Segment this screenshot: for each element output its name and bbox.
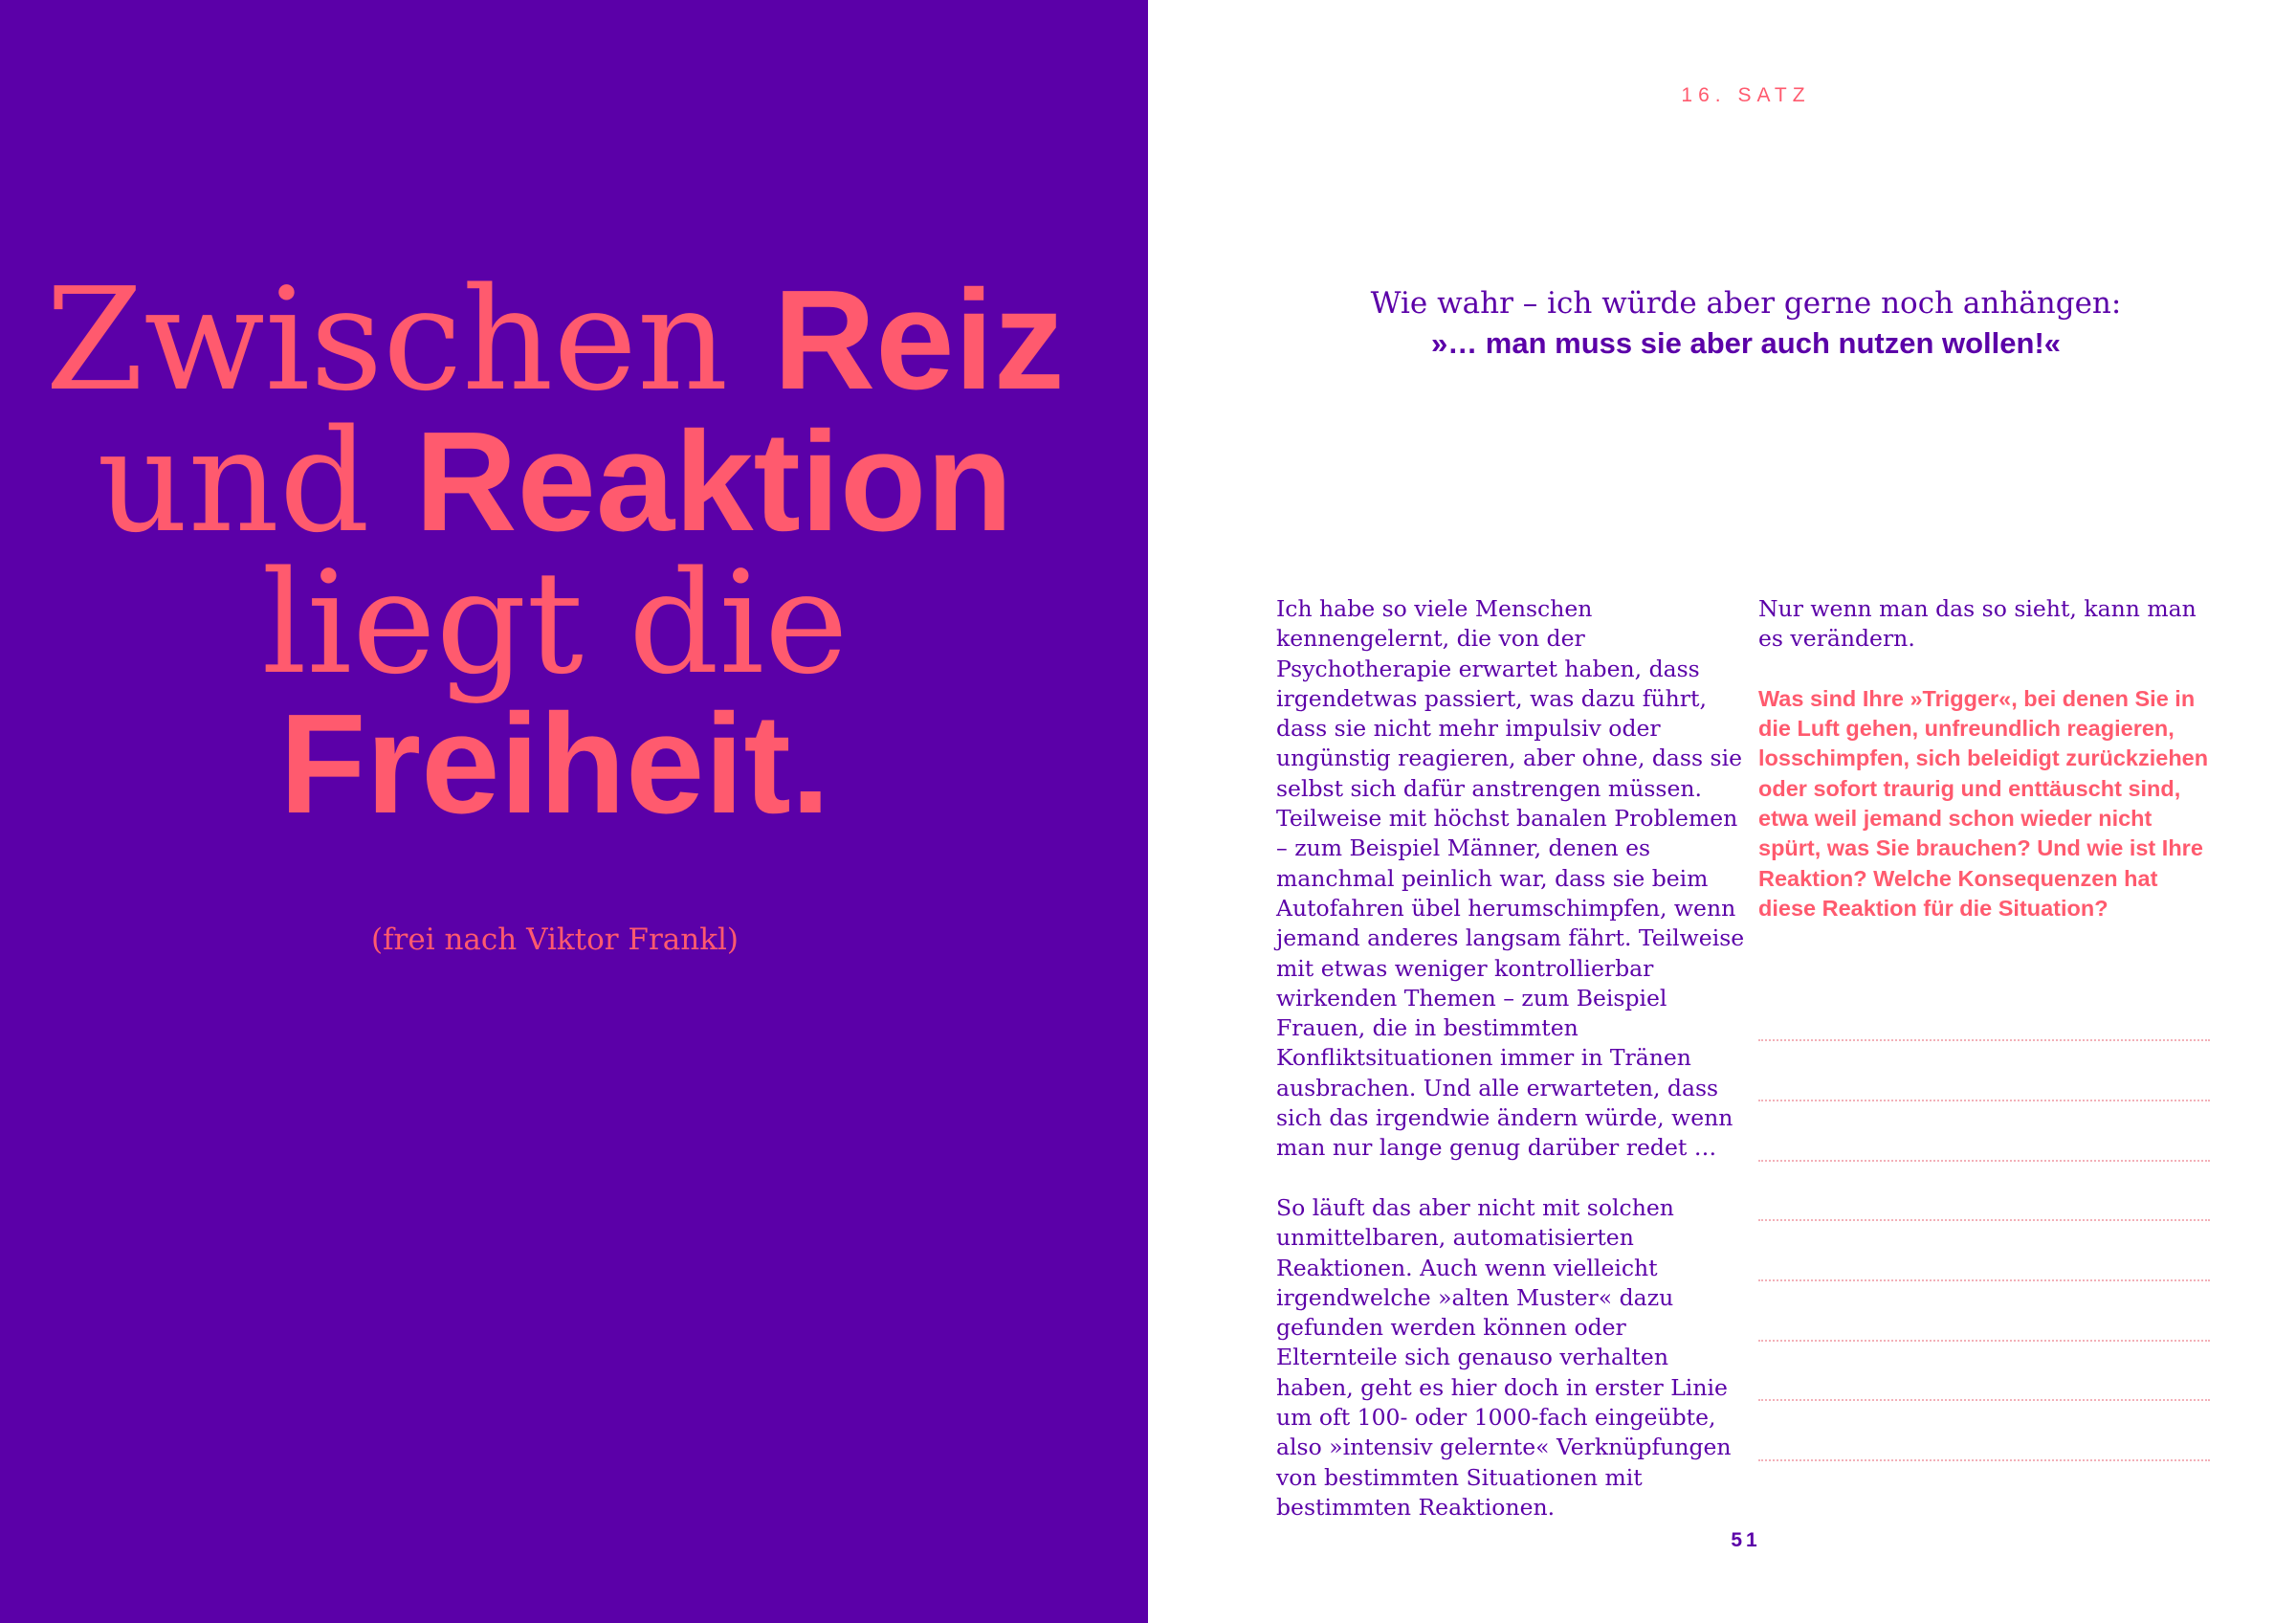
quote-word-zwischen: Zwischen	[45, 257, 774, 422]
writing-line	[1758, 1219, 2210, 1221]
writing-line	[1758, 1160, 2210, 1162]
body-paragraph-1: Ich habe so viele Menschen kennengelernt, die von der Psychotherapie erwartet haben, dass irgendetwas passiert, was dazu führt, dass sie nicht mehr impulsiv oder ungünstig reagieren, aber ohne, dass sie selbst sich dafür anstrengen müssen. Teilweise mit höchst banalen Problemen – zum Beispiel Männer, denen es manchmal peinlich war, dass sie beim Autofahren übel herumschimpfen, wenn jemand anderes langsam fährt. Teilweise mit etwas weniger kontrollierbar wirkenden Themen – zum Beispiel Frauen, die in bestimmten Konfliktsituationen immer in Tränen ausbrachen. Und alle erwarteten, dass sich das irgendwie ändern würde, wenn man nur lange genug darüber redet …	[1276, 595, 1745, 1162]
writing-line	[1758, 1459, 2210, 1461]
writing-line	[1758, 1279, 2210, 1281]
intro-line-2: »… man muss sie aber auch nutzen wollen!«	[1430, 326, 2062, 360]
writing-line	[1758, 1100, 2210, 1101]
quote-word-reaktion: Reaktion	[414, 403, 1013, 561]
quote-word-freiheit: Freiheit.	[279, 685, 830, 843]
body-column-left	[1276, 594, 1745, 1523]
quote-words-liegt-die: liegt die	[261, 541, 849, 705]
reflection-question: Was sind Ihre »Trigger«, bei denen Sie in die Luft gehen, unfreundlich reagieren, losschimpfen, sich beleidigt zurückziehen oder sofort traurig und enttäuscht sind, etwa weil jemand schon wieder nicht spürt, was Sie brauchen? Und wie ist Ihre Reaktion? Welche Konsequenzen hat diese Reaktion für die Situation?	[1758, 685, 2209, 921]
page-number: 51	[1731, 1529, 1761, 1551]
writing-line	[1758, 1039, 2210, 1041]
intro-line-1: Wie wahr – ich würde aber gerne noch anhängen:	[1370, 286, 2122, 321]
quote-word-reiz: Reiz	[773, 261, 1065, 419]
writing-line	[1758, 1399, 2210, 1401]
quote-word-und: und	[97, 399, 415, 564]
writing-line	[1758, 1340, 2210, 1342]
chapter-label: 16. SATZ	[1681, 84, 1811, 106]
quote-headline	[0, 257, 1110, 843]
intro-heading	[1263, 283, 2229, 364]
statement-text: Nur wenn man das so sieht, kann man es verändern.	[1758, 595, 2197, 653]
body-column-right	[1758, 594, 2218, 923]
quote-attribution: (frei nach Viktor Frankl)	[370, 923, 740, 957]
body-paragraph-2: So läuft das aber nicht mit solchen unmittelbaren, automatisierten Reaktionen. Auch wenn vielleicht irgendwelche »alten Muster« dazu gefunden werden können oder Elternteile sich genauso verhalten haben, geht es hier doch in erster Linie um oft 100- oder 1000-fach eingeübte, also »intensiv gelernte« Verknüpfungen von bestimmten Situationen mit bestimmten Reaktionen.	[1276, 1193, 1732, 1521]
